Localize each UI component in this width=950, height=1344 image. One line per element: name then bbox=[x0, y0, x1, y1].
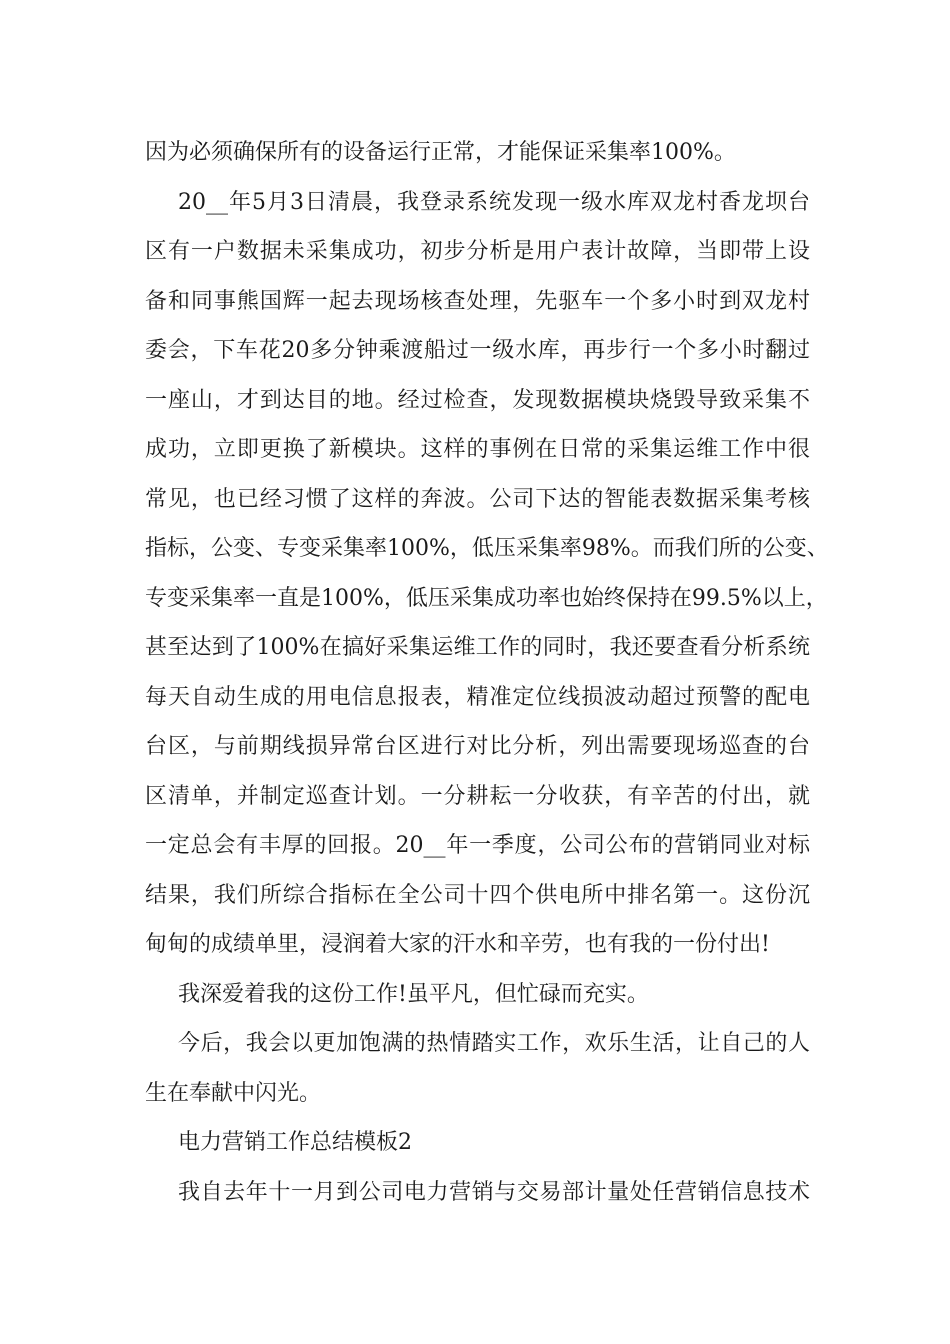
text-line: 甚至达到了100%在搞好采集运维工作的同时，我还要查看分析系统 bbox=[145, 635, 810, 660]
text-line: 专变采集率一直是100%，低压采集成功率也始终保持在99.5%以上， bbox=[145, 585, 828, 611]
text-line: 甸甸的成绩单里，浸润着大家的汗水和辛劳，也有我的一份付出! bbox=[145, 932, 770, 957]
text-line: 每天自动生成的用电信息报表，精准定位线损波动超过预警的配电 bbox=[145, 684, 810, 710]
document-body bbox=[145, 128, 829, 1217]
text-line: 20__年5月3日清晨，我登录系统发现一级水库双龙村香龙坝台 bbox=[178, 189, 810, 215]
text-line: 常见，也已经习惯了这样的奔波。公司下达的智能表数据采集考核 bbox=[145, 486, 810, 512]
text-line: 委会，下车花20多分钟乘渡船过一级水库，再步行一个多小时翻过 bbox=[145, 338, 810, 363]
text-line: 一座山，才到达目的地。经过检查，发现数据模块烧毁导致采集不 bbox=[145, 387, 810, 413]
text-line: 因为必须确保所有的设备运行正常，才能保证采集率100%。 bbox=[145, 140, 736, 165]
text-line: 我自去年十一月到公司电力营销与交易部计量处任营销信息技术 bbox=[178, 1179, 810, 1205]
text-line: 备和同事熊国辉一起去现场核查处理，先驱车一个多小时到双龙村 bbox=[145, 288, 810, 314]
text-line: 一定总会有丰厚的回报。20__年一季度，公司公布的营销同业对标 bbox=[145, 833, 810, 858]
text-line: 区有一户数据未采集成功，初步分析是用户表计故障，当即带上设 bbox=[145, 239, 810, 264]
text-line: 结果，我们所综合指标在全公司十四个供电所中排名第一。这份沉 bbox=[145, 882, 810, 908]
text-line: 台区，与前期线损异常台区进行对比分析，列出需要现场巡查的台 bbox=[145, 734, 810, 759]
text-line: 生在奉献中闪光。 bbox=[145, 1080, 322, 1106]
text-line: 区清单，并制定巡查计划。一分耕耘一分收获，有辛苦的付出，就 bbox=[145, 783, 810, 809]
section-heading: 电力营销工作总结模板2 bbox=[178, 1130, 412, 1155]
text-line: 成功，立即更换了新模块。这样的事例在日常的采集运维工作中很 bbox=[145, 437, 810, 462]
text-line: 今后，我会以更加饱满的热情踏实工作，欢乐生活，让自己的人 bbox=[178, 1031, 810, 1056]
text-line: 我深爱着我的这份工作!虽平凡，但忙碌而充实。 bbox=[178, 981, 649, 1007]
text-line: 指标，公变、专变采集率100%，低压采集率98%。而我们所的公变、 bbox=[145, 536, 829, 561]
